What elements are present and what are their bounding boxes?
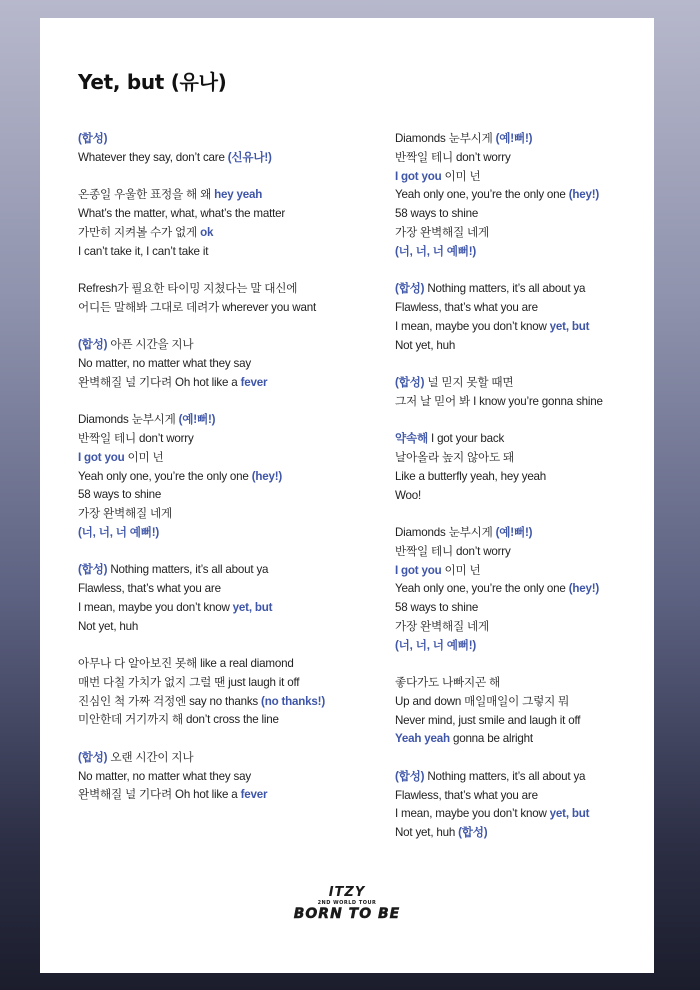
lyric-line — [395, 768, 645, 787]
lyric-text: 완벽해질 널 기다려 Oh hot like a — [78, 788, 241, 802]
lyric-line — [395, 337, 645, 356]
highlighted-lyric: (너, 너, 너 예뻐!) — [395, 244, 477, 258]
lyric-stanza — [395, 430, 645, 505]
lyric-line — [395, 805, 645, 824]
lyric-text: 가장 완벽해질 네게 — [78, 507, 173, 521]
lyric-line — [395, 205, 645, 224]
lyric-text: 어디든 말해봐 그대로 데려가 wherever you want — [78, 300, 316, 314]
lyric-line — [395, 712, 645, 731]
highlighted-lyric: I got you — [395, 563, 442, 577]
lyric-line — [395, 130, 645, 149]
lyric-text: Not yet, huh — [395, 826, 459, 840]
lyric-stanza — [395, 130, 645, 262]
lyric-line — [395, 318, 645, 337]
highlighted-lyric: (합성) — [458, 826, 488, 840]
lyric-text: Diamonds 눈부시게 — [78, 413, 179, 427]
lyric-text: Not yet, huh — [78, 619, 139, 633]
highlighted-lyric: (합성) — [78, 750, 108, 764]
lyric-stanza — [395, 280, 645, 355]
lyric-line — [78, 580, 378, 599]
highlighted-lyric: (hey!) — [568, 582, 600, 596]
lyric-line — [395, 149, 645, 168]
lyric-line — [78, 130, 378, 149]
lyric-stanza — [395, 524, 645, 656]
highlighted-lyric: hey yeah — [214, 188, 263, 202]
lyric-text: Nothing matters, it’s all about ya — [107, 563, 269, 577]
lyric-stanza — [78, 411, 378, 543]
lyric-text: Flawless, that’s what you are — [395, 300, 538, 314]
lyric-line — [395, 693, 645, 712]
lyric-text: 미안한데 거기까지 해 don’t cross the line — [78, 713, 279, 727]
highlighted-lyric: yet, but — [232, 600, 273, 614]
lyric-text: Diamonds 눈부시게 — [395, 525, 496, 539]
lyric-stanza — [395, 674, 645, 749]
highlighted-lyric: (합성) — [78, 338, 108, 352]
lyric-line — [78, 693, 378, 712]
lyric-text: 아무나 다 알아보진 못해 like a real diamond — [78, 657, 294, 671]
lyric-text: I can’t take it, I can’t take it — [78, 244, 209, 258]
logo-title: BORN TO BE — [293, 906, 401, 922]
lyric-text: Yeah only one, you’re the only one — [395, 188, 569, 202]
lyric-line — [78, 186, 378, 205]
highlighted-lyric: (합성) — [78, 563, 108, 577]
lyrics-sheet — [40, 18, 654, 973]
lyric-stanza — [78, 186, 378, 261]
highlighted-lyric: (합성) — [78, 132, 108, 145]
lyric-line — [395, 374, 645, 393]
lyric-line — [395, 449, 645, 468]
lyric-stanza — [78, 655, 378, 730]
lyric-line — [78, 524, 378, 543]
highlighted-lyric: (예!뻐!) — [178, 413, 216, 427]
lyric-line — [78, 280, 378, 299]
lyric-text: Up and down 매일매일이 그렇지 뭐 — [395, 694, 570, 708]
lyric-line — [78, 486, 378, 505]
lyric-line — [78, 505, 378, 524]
lyric-line — [78, 430, 378, 449]
lyric-text: Nothing matters, it’s all about ya — [424, 282, 586, 296]
lyric-text: Refresh가 필요한 타이밍 지쳤다는 말 대신에 — [78, 281, 298, 295]
lyric-line — [78, 411, 378, 430]
lyric-text: 아픈 시간을 지나 — [107, 338, 194, 352]
highlighted-lyric: I got you — [78, 450, 125, 464]
lyric-text: 날아올라 높지 않아도 돼 — [395, 450, 515, 464]
highlighted-lyric: (hey!) — [251, 469, 283, 483]
lyric-text: 가장 완벽해질 네게 — [395, 225, 490, 239]
lyric-text: 좋다가도 나빠지곤 해 — [395, 676, 501, 690]
lyric-line — [78, 336, 378, 355]
highlighted-lyric: (너, 너, 너 예뻐!) — [78, 525, 160, 539]
lyric-line — [395, 393, 645, 412]
lyric-text: Flawless, that’s what you are — [78, 582, 221, 596]
lyric-line — [395, 599, 645, 618]
lyric-text: No matter, no matter what they say — [78, 769, 251, 783]
lyric-line — [78, 561, 378, 580]
lyric-text: 반짝일 테니 don’t worry — [395, 150, 511, 164]
lyrics-column-left — [78, 130, 378, 824]
lyric-text: I mean, maybe you don’t know — [395, 807, 550, 821]
lyric-line — [395, 487, 645, 506]
highlighted-lyric: (합성) — [395, 769, 425, 783]
lyric-line — [395, 562, 645, 581]
lyric-text: 이미 넌 — [441, 563, 481, 577]
lyric-line — [395, 580, 645, 599]
lyric-line — [395, 224, 645, 243]
lyric-text: Like a butterfly yeah, hey yeah — [395, 469, 547, 483]
lyric-text: 완벽해질 널 기다려 Oh hot like a — [78, 375, 241, 389]
highlighted-lyric: I got you — [395, 169, 442, 183]
lyric-line — [78, 655, 378, 674]
highlighted-lyric: 약속해 — [395, 432, 428, 446]
lyric-line — [395, 824, 645, 843]
lyric-text: I mean, maybe you don’t know — [395, 319, 550, 333]
lyric-line — [395, 618, 645, 637]
lyric-text: 이미 넌 — [124, 450, 164, 464]
highlighted-lyric: yet, but — [549, 319, 590, 333]
lyric-text: 가만히 지켜볼 수가 없게 — [78, 225, 201, 239]
lyric-text: 매번 다칠 가치가 없지 그럴 땐 just laugh it off — [78, 675, 300, 689]
lyric-line — [78, 374, 378, 393]
lyric-stanza — [78, 130, 378, 168]
lyric-text: Diamonds 눈부시게 — [395, 132, 496, 145]
lyric-text: Whatever they say, don’t care — [78, 150, 228, 164]
lyric-line — [78, 449, 378, 468]
lyric-line — [395, 430, 645, 449]
lyric-text: Flawless, that’s what you are — [395, 788, 538, 802]
lyric-text: 58 ways to shine — [78, 488, 162, 502]
lyric-text: Never mind, just smile and laugh it off — [395, 713, 581, 727]
lyric-line — [395, 787, 645, 806]
lyric-line — [78, 599, 378, 618]
highlighted-lyric: ok — [200, 225, 214, 239]
lyric-stanza — [395, 768, 645, 843]
lyric-line — [395, 730, 645, 749]
lyric-stanza — [78, 561, 378, 636]
lyric-stanza — [78, 749, 378, 805]
lyric-text: 온종일 우울한 표정을 해 왜 — [78, 188, 215, 202]
lyric-line — [395, 299, 645, 318]
lyric-text: 그저 날 믿어 봐 I know you’re gonna shine — [395, 394, 603, 408]
lyric-line — [78, 355, 378, 374]
highlighted-lyric: fever — [240, 788, 268, 802]
lyric-line — [78, 768, 378, 787]
lyric-line — [395, 243, 645, 262]
highlighted-lyric: (합성) — [395, 375, 425, 389]
lyric-stanza — [78, 280, 378, 318]
lyric-line — [78, 468, 378, 487]
lyric-line — [395, 674, 645, 693]
lyric-stanza — [395, 374, 645, 412]
lyric-text: I got your back — [428, 432, 505, 446]
lyric-line — [395, 524, 645, 543]
lyric-text: Not yet, huh — [395, 338, 456, 352]
tour-logo — [40, 886, 654, 921]
highlighted-lyric: yet, but — [549, 807, 590, 821]
lyric-text: 가장 완벽해질 네게 — [395, 619, 490, 633]
lyric-text: gonna be alright — [449, 732, 533, 746]
lyric-text: Woo! — [395, 488, 422, 502]
lyric-text: 오랜 시간이 지나 — [107, 750, 194, 764]
lyric-text: No matter, no matter what they say — [78, 356, 251, 370]
highlighted-lyric: (예!뻐!) — [495, 132, 533, 145]
lyrics-column-right — [395, 130, 645, 862]
logo-tour-name: 2ND WORLD TOUR — [317, 900, 377, 906]
lyric-line — [78, 749, 378, 768]
lyric-text: What’s the matter, what, what’s the matter — [78, 206, 286, 220]
highlighted-lyric: (no thanks!) — [261, 694, 325, 708]
lyric-line — [395, 543, 645, 562]
lyric-line — [78, 205, 378, 224]
highlighted-lyric: (신유나!) — [227, 150, 272, 164]
lyric-line — [395, 637, 645, 656]
lyric-text: 이미 넌 — [441, 169, 481, 183]
logo-group-name: ITZY — [328, 885, 366, 900]
lyric-text: Yeah only one, you’re the only one — [395, 582, 569, 596]
highlighted-lyric: (너, 너, 너 예뻐!) — [395, 638, 477, 652]
lyric-line — [395, 280, 645, 299]
lyric-line — [395, 168, 645, 187]
lyric-line — [78, 711, 378, 730]
lyric-text: 58 ways to shine — [395, 601, 479, 615]
lyric-line — [78, 618, 378, 637]
highlighted-lyric: fever — [240, 375, 268, 389]
highlighted-lyric: (예!뻐!) — [495, 525, 533, 539]
lyric-line — [78, 224, 378, 243]
highlighted-lyric: (합성) — [395, 282, 425, 296]
lyric-line — [78, 243, 378, 262]
song-title: Yet, but (유나) — [78, 70, 227, 94]
highlighted-lyric: Yeah yeah — [395, 732, 450, 746]
lyric-line — [78, 786, 378, 805]
lyric-text: 반짝일 테니 don’t worry — [78, 431, 194, 445]
lyric-line — [78, 674, 378, 693]
lyric-line — [78, 299, 378, 318]
lyric-text: 반짝일 테니 don’t worry — [395, 544, 511, 558]
lyric-text: Nothing matters, it’s all about ya — [424, 769, 586, 783]
lyric-line — [395, 186, 645, 205]
highlighted-lyric: (hey!) — [568, 188, 600, 202]
lyric-text: 진심인 척 가짜 걱정엔 say no thanks — [78, 694, 262, 708]
lyric-text: 널 믿지 못할 때면 — [424, 375, 514, 389]
lyric-text: I mean, maybe you don’t know — [78, 600, 233, 614]
lyric-stanza — [78, 336, 378, 392]
lyric-text: 58 ways to shine — [395, 207, 479, 221]
lyric-line — [78, 149, 378, 168]
lyric-line — [395, 468, 645, 487]
lyric-text: Yeah only one, you’re the only one — [78, 469, 252, 483]
